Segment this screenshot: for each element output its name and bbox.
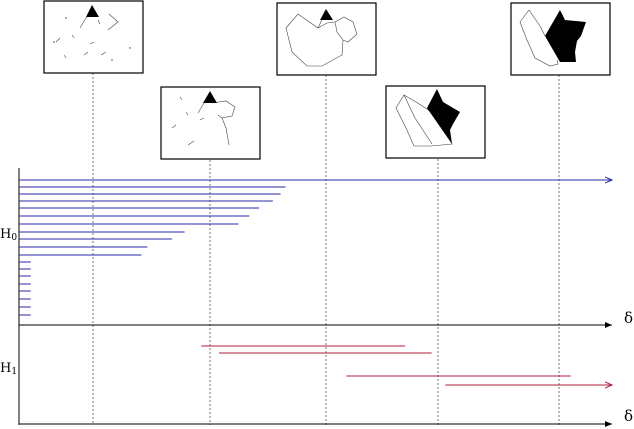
snapshot-panel-4 (386, 86, 485, 158)
h1-delta-label: δ (624, 407, 634, 425)
h0-label: H0 (0, 227, 18, 243)
snapshot-panel-3 (277, 3, 376, 75)
snapshot-panel-1 (44, 1, 143, 73)
h1-label: H1 (0, 361, 18, 377)
snapshot-panel-2 (161, 87, 260, 159)
h0-barcode (19, 180, 612, 315)
h0-delta-label: δ (624, 309, 634, 327)
h1-barcode (201, 346, 612, 385)
snapshot-panel-5 (511, 3, 610, 75)
